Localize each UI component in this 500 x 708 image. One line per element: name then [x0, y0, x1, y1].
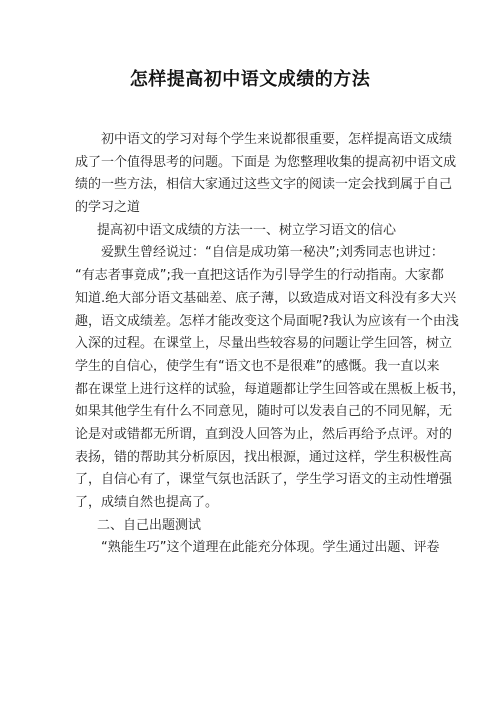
paragraph-line: “有志者事竟成”;我一直把这话作为引导学生的行动指南。大家都 — [75, 268, 444, 284]
paragraph-line: 初中语文的学习对每个学生来说都很重要，怎样提高语文成绩 — [101, 132, 453, 147]
document-body — [75, 129, 466, 560]
paragraph-line: 趣，语文成绩差。怎样才能改变这个局面呢?我认为应该有一个由浅 — [75, 313, 459, 329]
paragraph-line: 绩的一些方法，相信大家通过这些文字的阅读一定会找到属于自己 — [75, 177, 453, 193]
section-heading: 二、自己出题测试 — [97, 517, 202, 533]
paragraph-line: 入深的过程。在课堂上，尽量出些较容易的问题让学生回答，树立 — [75, 336, 453, 352]
paragraph-line: 都在课堂上进行这样的试验，每道题都让学生回答或在黑板上板书， — [75, 381, 466, 397]
paragraph-line: “熟能生巧”这个道理在此能充分体现。学生通过出题、评卷 — [101, 540, 440, 556]
section-heading: 提高初中语文成绩的方法一一、树立学习语文的信心 — [97, 222, 397, 238]
paragraph-line: 成了一个值得思考的问题。下面是 为您整理收集的提高初中语文成 — [75, 154, 457, 170]
paragraph-line: 知道.绝大部分语文基础差、底子薄，以致造成对语文科没有多大兴 — [75, 290, 457, 306]
paragraph-line: 表扬，错的帮助其分析原因，找出根源，通过这样，学生积极性高 — [75, 449, 453, 465]
paragraph-line: 的学习之道 — [75, 200, 141, 216]
paragraph-line: 论是对或错都无所谓，直到没人回答为止，然后再给予点评。对的 — [75, 426, 453, 442]
paragraph-line: 爱默生曾经说过：“自信是成功第一秘决”;刘秀同志也讲过： — [101, 245, 444, 261]
paragraph-line: 了，成绩自然也提高了。 — [75, 495, 219, 510]
paragraph-line: 了，自信心有了，课堂气氛也活跃了，学生学习语文的主动性增强 — [75, 472, 453, 488]
paragraph-line: 学生的自信心，使学生有“语文也不是很难”的感慨。我一直以来 — [75, 358, 440, 374]
paragraph-line: 如果其他学生有什么不同意见，随时可以发表自己的不同见解，无 — [75, 404, 453, 420]
document-title: 怎样提高初中语文成绩的方法 — [129, 69, 371, 90]
